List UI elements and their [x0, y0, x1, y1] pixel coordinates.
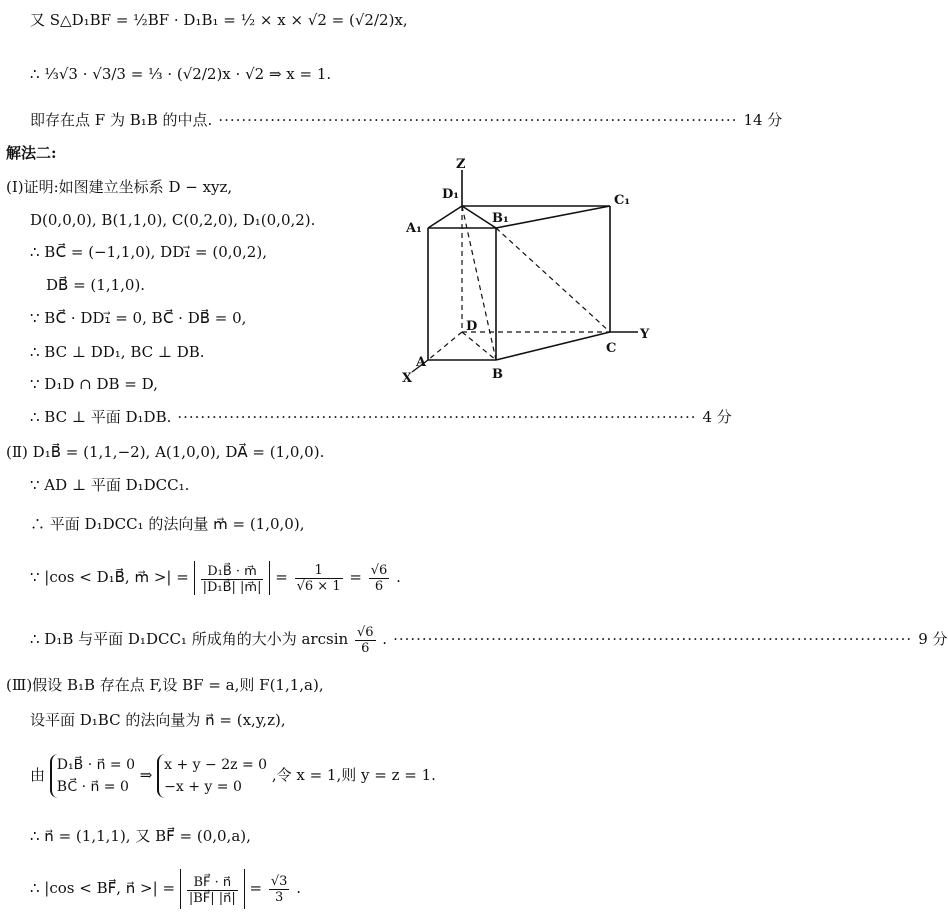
- fraction-numerator: √3: [270, 873, 288, 889]
- fraction: [187, 875, 238, 906]
- equation-system-line: [30, 748, 436, 802]
- abs-fraction: [180, 869, 245, 909]
- edge-d-b-hidden: [462, 332, 496, 360]
- system-eq-3: x + y − 2z = 0: [164, 757, 268, 773]
- ad-perp-line: ∵ AD ⊥ 平面 D₁DCC₁.: [30, 476, 190, 494]
- fraction-denominator: |D₁B⃗| |m⃗|: [202, 579, 262, 595]
- edge-b-c: [496, 332, 610, 360]
- equals: =: [249, 879, 263, 897]
- cos-bf-line: [30, 868, 301, 909]
- vector-db-line: DB⃗ = (1,1,0).: [46, 276, 146, 294]
- part-three-heading: (Ⅲ)假设 B₁B 存在点 F,设 BF = a,则 F(1,1,a),: [6, 676, 324, 694]
- diagonal-d1-b: [462, 206, 496, 360]
- score-line-4: [30, 407, 732, 427]
- edge-d-a-hidden: [428, 332, 462, 360]
- fraction: [369, 563, 390, 594]
- system-brace-left: [50, 754, 135, 798]
- label-d: D: [466, 319, 478, 334]
- system-eq-4: −x + y = 0: [164, 779, 242, 795]
- fraction-numerator: D₁B⃗ · m⃗: [201, 564, 264, 580]
- angle-conclusion: [30, 622, 387, 656]
- fraction: [201, 564, 264, 595]
- fraction-numerator: √6: [356, 624, 374, 640]
- fraction: [269, 874, 290, 905]
- abs-fraction: [194, 561, 271, 595]
- dot-product-line: ∵ BC⃗ · DD₁⃗ = 0, BC⃗ · DB⃗ = 0,: [30, 309, 247, 327]
- period: .: [382, 630, 388, 648]
- intersection-line: ∵ D₁D ∩ DB = D,: [30, 375, 158, 393]
- label-c1: C₁: [614, 193, 631, 208]
- fraction-denominator: √6 × 1: [296, 578, 341, 594]
- leader-dots: ··························································································: [393, 630, 913, 648]
- normal-vector-m-line: ∴ 平面 D₁DCC₁ 的法向量 m⃗ = (1,0,0),: [30, 515, 305, 533]
- part-one-heading: (Ⅰ)证明:如图建立坐标系 D − xyz,: [6, 178, 233, 196]
- edge-b1-c1: [496, 206, 610, 228]
- score-line-14: [30, 110, 783, 130]
- part-two-heading: (Ⅱ) D₁B⃗ = (1,1,−2), A(1,0,0), DA⃗ = (1,0,0).: [6, 443, 325, 461]
- cos-prefix: ∵ |cos < D₁B⃗, m⃗ >| =: [30, 568, 189, 586]
- prism-figure: [400, 157, 658, 386]
- label-c: C: [606, 341, 617, 356]
- system-eq-1: D₁B⃗ · n⃗ = 0: [56, 757, 135, 773]
- perpendicular-line: ∴ BC ⊥ DD₁, BC ⊥ DB.: [30, 343, 205, 361]
- label-x: X: [402, 371, 413, 386]
- fraction-denominator: 6: [374, 578, 384, 594]
- angle-text: ∴ D₁B 与平面 D₁DCC₁ 所成角的大小为 arcsin: [30, 630, 349, 648]
- solution-line-2: ∴ ⅓√3 · √3/3 = ⅓ · (√2/2)x · √2 ⇒ x = 1.: [30, 65, 332, 83]
- equals: =: [349, 568, 362, 586]
- equals: =: [275, 568, 288, 586]
- vectors-line: ∴ BC⃗ = (−1,1,0), DD₁⃗ = (0,0,2),: [30, 243, 267, 261]
- method-two-heading: 解法二:: [6, 144, 57, 162]
- label-b: B: [492, 367, 503, 382]
- leader-dots: ··························································································: [177, 408, 697, 426]
- score-line-9: [30, 622, 948, 656]
- n-vector-line: ∴ n⃗ = (1,1,1), 又 BF⃗ = (0,0,a),: [30, 827, 251, 845]
- solution-line-3: 即存在点 F 为 B₁B 的中点.: [30, 111, 213, 129]
- normal-vector-n-line: 设平面 D₁BC 的法向量为 n⃗ = (x,y,z),: [30, 711, 286, 729]
- label-d1: D₁: [442, 187, 459, 202]
- cos-formula-line: [30, 560, 401, 595]
- fraction-denominator: |BF⃗| |n⃗|: [188, 890, 236, 906]
- fraction: [355, 625, 376, 656]
- diagonal-b1-c: [496, 228, 610, 332]
- period: .: [396, 568, 401, 586]
- label-a1: A₁: [406, 221, 422, 236]
- edge-d1-b1: [462, 206, 496, 228]
- label-z: Z: [456, 157, 466, 172]
- system-brace-right: [157, 754, 267, 798]
- fraction-denominator: 3: [275, 889, 284, 905]
- score-4: 4 分: [702, 408, 732, 426]
- conclusion-line-1: ∴ BC ⊥ 平面 D₁DB.: [30, 408, 172, 426]
- fraction-denominator: 6: [361, 640, 370, 656]
- label-b1: B₁: [492, 211, 509, 226]
- period: .: [296, 879, 301, 897]
- edge-d1-a1: [428, 206, 462, 228]
- system-eq-2: BC⃗ · n⃗ = 0: [56, 779, 129, 795]
- cos-prefix: ∴ |cos < BF⃗, n⃗ >| =: [30, 879, 176, 897]
- coordinates-line: D(0,0,0), B(1,1,0), C(0,2,0), D₁(0,0,2).: [30, 211, 316, 229]
- label-y: Y: [640, 327, 650, 342]
- fraction-numerator: 1: [295, 563, 343, 579]
- score-9: 9 分: [918, 630, 948, 648]
- fraction-numerator: BF⃗ · n⃗: [187, 875, 238, 891]
- leader-dots: ··························································································: [218, 111, 738, 129]
- score-14: 14 分: [743, 111, 783, 129]
- fraction: [295, 563, 343, 594]
- label-a: A: [416, 355, 427, 370]
- you-label: 由: [30, 766, 46, 784]
- solution-line-1: 又 S△D₁BF = ½BF · D₁B₁ = ½ × x × √2 = (√2/2)x,: [30, 11, 408, 29]
- fraction-numerator: √6: [370, 562, 388, 578]
- implies-arrow: ⇒: [139, 766, 153, 784]
- system-tail: ,令 x = 1,则 y = z = 1.: [271, 766, 436, 784]
